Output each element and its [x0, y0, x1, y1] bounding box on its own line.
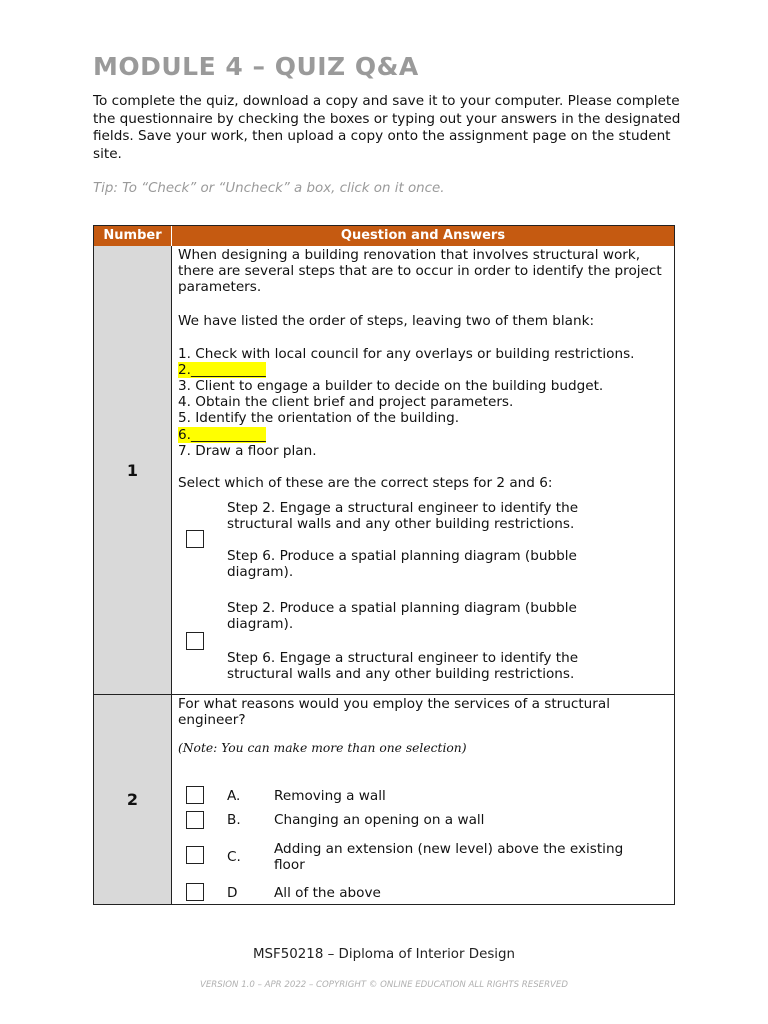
tip-text: Tip: To “Check” or “Uncheck” a box, click on it once.: [93, 181, 445, 196]
question-note: (Note: You can make more than one selection): [178, 741, 467, 755]
option-2-step2: Step 2. Produce a spatial planning diagram (bubble diagram).: [227, 600, 577, 633]
option-text: All of the above: [274, 885, 381, 901]
option-d-checkbox[interactable]: [186, 883, 204, 901]
option-c-checkbox[interactable]: [186, 846, 204, 864]
option-a-checkbox[interactable]: [186, 786, 204, 804]
header-number: Number: [94, 226, 172, 246]
quiz-table: [93, 225, 675, 905]
copyright-text: VERSION 1.0 – APR 2022 – COPYRIGHT © ONLINE EDUCATION ALL RIGHTS RESERVED: [200, 980, 568, 990]
blank-highlight: 6.___________: [178, 427, 266, 443]
course-footer: MSF50218 – Diploma of Interior Design: [252, 947, 515, 962]
question-prompt: When designing a building renovation that involves structural work, there are several steps that are to occur in order to identify the project parameters.: [178, 247, 662, 296]
option-1-checkbox[interactable]: [186, 530, 204, 548]
step-item: 3. Client to engage a builder to decide on the building budget.: [178, 378, 604, 394]
intro-paragraph: To complete the quiz, download a copy and save it to your computer. Please complete the questionnaire by checking the boxes or typing out your answers in the designated fields. Save your work, then upload a copy onto the assignment page on the student site.: [93, 93, 681, 162]
question-prompt: For what reasons would you employ the services of a structural engineer?: [178, 696, 610, 729]
header-question: Question and Answers: [340, 228, 506, 243]
option-text: Changing an opening on a wall: [274, 812, 485, 828]
table-header: [94, 226, 674, 246]
question-cell: [172, 695, 674, 904]
question-number: 1: [94, 246, 172, 694]
option-text: Removing a wall: [274, 788, 386, 804]
blank-highlight: 2.___________: [178, 362, 266, 378]
option-1-step6: Step 6. Produce a spatial planning diagram (bubble diagram).: [227, 548, 577, 581]
select-prompt: Select which of these are the correct steps for 2 and 6:: [178, 475, 553, 491]
table-row: [94, 246, 674, 695]
question-number: 2: [94, 695, 172, 904]
option-b-checkbox[interactable]: [186, 811, 204, 829]
option-letter: A.: [227, 788, 241, 804]
option-letter: C.: [227, 849, 241, 865]
option-1-step2: Step 2. Engage a structural engineer to identify the structural walls and any other building restrictions.: [227, 500, 579, 533]
step-item: 5. Identify the orientation of the building.: [178, 410, 460, 426]
table-row: [94, 695, 674, 904]
step-item: 1. Check with local council for any overlays or building restrictions.: [178, 346, 635, 362]
option-letter: D: [227, 885, 238, 901]
page-title: MODULE 4 – QUIZ Q&A: [93, 52, 419, 81]
question-lead: We have listed the order of steps, leaving two of them blank:: [178, 313, 595, 329]
step-item: 4. Obtain the client brief and project parameters.: [178, 394, 514, 410]
option-text: Adding an extension (new level) above the existing floor: [274, 841, 624, 874]
step-item-blank[interactable]: [178, 427, 266, 443]
option-2-checkbox[interactable]: [186, 632, 204, 650]
step-item-blank[interactable]: [178, 362, 266, 378]
option-letter: B.: [227, 812, 241, 828]
question-cell: [172, 246, 674, 694]
option-2-step6: Step 6. Engage a structural engineer to identify the structural walls and any other building restrictions.: [227, 650, 579, 683]
step-item: 7. Draw a floor plan.: [178, 443, 317, 459]
